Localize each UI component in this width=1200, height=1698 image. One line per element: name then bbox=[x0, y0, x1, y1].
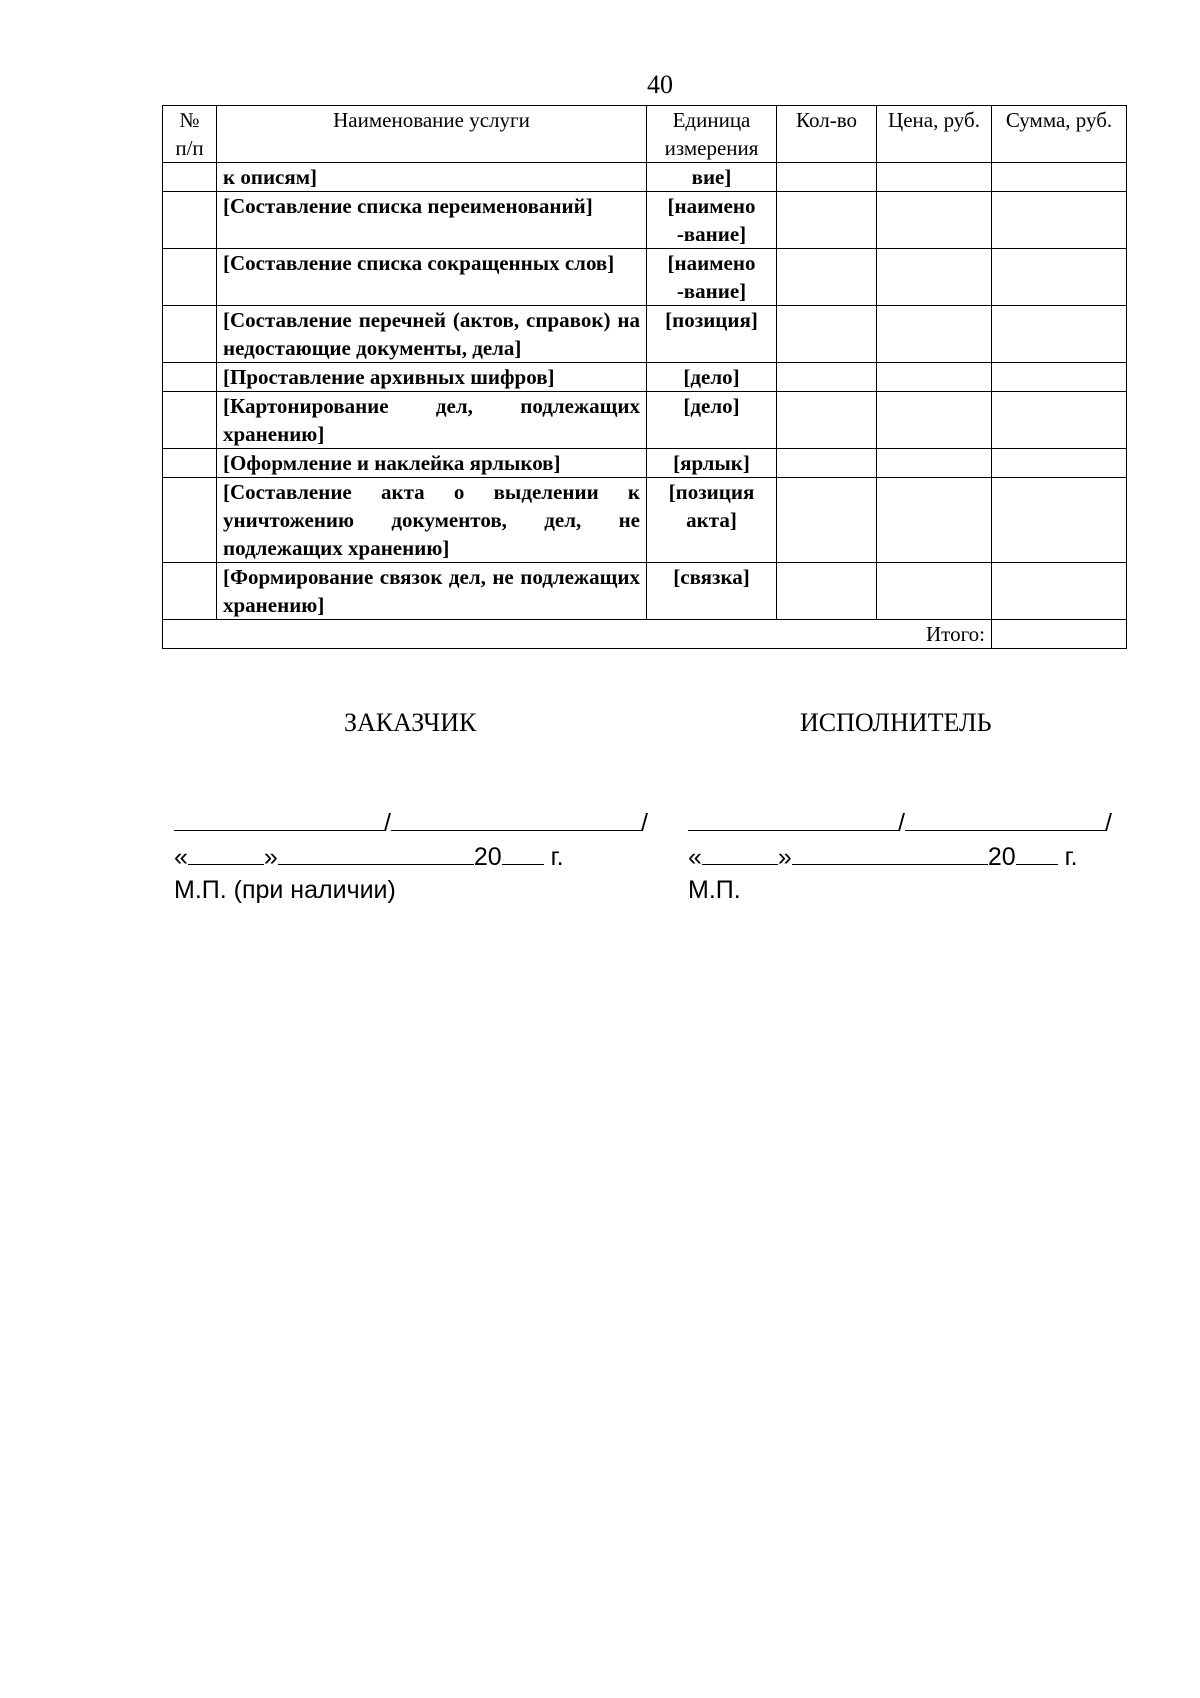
header-sum: Сумма, руб. bbox=[992, 106, 1127, 163]
cell-sum bbox=[992, 392, 1127, 449]
page-number: 40 bbox=[647, 70, 673, 99]
cell-qty bbox=[777, 192, 877, 249]
cell-sum bbox=[992, 363, 1127, 392]
cell-num bbox=[163, 478, 217, 563]
year-prefix: 20 bbox=[987, 843, 1016, 871]
header-unit: Единица измерения bbox=[647, 106, 777, 163]
cell-service-name: [Составление списка переименований] bbox=[217, 192, 647, 249]
year-suffix: г. bbox=[1064, 843, 1078, 871]
cell-service-name: [Проставление архивных шифров] bbox=[217, 363, 647, 392]
cell-qty bbox=[777, 563, 877, 620]
cell-price bbox=[877, 363, 992, 392]
cell-service-name: [Картонирование дел, подлежащих хранению] bbox=[217, 392, 647, 449]
table-row bbox=[163, 306, 1127, 363]
customer-signature-line bbox=[174, 808, 648, 838]
cell-sum bbox=[992, 563, 1127, 620]
contractor-year-blank bbox=[1016, 842, 1058, 865]
cell-num bbox=[163, 392, 217, 449]
contractor-month-blank bbox=[792, 842, 988, 865]
table-row bbox=[163, 192, 1127, 249]
cell-num bbox=[163, 192, 217, 249]
cell-num bbox=[163, 363, 217, 392]
cell-service-name: к описям] bbox=[217, 163, 647, 192]
cell-unit: [дело] bbox=[647, 363, 777, 392]
cell-qty bbox=[777, 363, 877, 392]
cell-sum bbox=[992, 163, 1127, 192]
cell-unit: вие] bbox=[647, 163, 777, 192]
total-label: Итого: bbox=[163, 620, 992, 649]
cell-qty bbox=[777, 478, 877, 563]
table-header-row bbox=[163, 106, 1127, 163]
cell-service-name: [Оформление и наклейка ярлыков] bbox=[217, 449, 647, 478]
cell-sum bbox=[992, 478, 1127, 563]
table-row bbox=[163, 163, 1127, 192]
contractor-stamp: М.П. bbox=[688, 876, 741, 904]
slash: / bbox=[1104, 809, 1112, 837]
cell-qty bbox=[777, 163, 877, 192]
header-num: № п/п bbox=[163, 106, 217, 163]
slash: / bbox=[384, 809, 391, 837]
cell-qty bbox=[777, 392, 877, 449]
table-row bbox=[163, 449, 1127, 478]
customer-signature-blank bbox=[174, 808, 384, 831]
cell-unit: [позиция] bbox=[647, 306, 777, 363]
header-name: Наименование услуги bbox=[217, 106, 647, 163]
contractor-date-line bbox=[688, 842, 1078, 872]
customer-day-blank bbox=[188, 842, 264, 865]
contractor-signature-line bbox=[688, 808, 1112, 838]
cell-price bbox=[877, 563, 992, 620]
cell-price bbox=[877, 478, 992, 563]
close-quote: » bbox=[777, 843, 792, 871]
customer-title: ЗАКАЗЧИК bbox=[344, 708, 477, 737]
cell-unit: [наимено -вание] bbox=[647, 192, 777, 249]
cell-service-name: [Составление перечней (актов, справок) на недостающие документы, дела] bbox=[217, 306, 647, 363]
cell-price bbox=[877, 163, 992, 192]
open-quote: « bbox=[688, 843, 702, 871]
cell-price bbox=[877, 449, 992, 478]
open-quote: « bbox=[174, 843, 188, 871]
services-table bbox=[162, 105, 1127, 649]
cell-unit: [наимено -вание] bbox=[647, 249, 777, 306]
customer-month-blank bbox=[278, 842, 474, 865]
cell-price bbox=[877, 306, 992, 363]
total-sum-cell bbox=[992, 620, 1127, 649]
cell-unit: [позиция акта] bbox=[647, 478, 777, 563]
cell-num bbox=[163, 249, 217, 306]
cell-service-name: [Формирование связок дел, не подлежащих хранению] bbox=[217, 563, 647, 620]
year-suffix: г. bbox=[550, 843, 564, 871]
header-qty: Кол-во bbox=[777, 106, 877, 163]
cell-qty bbox=[777, 306, 877, 363]
customer-stamp: М.П. (при наличии) bbox=[174, 876, 396, 904]
cell-sum bbox=[992, 306, 1127, 363]
cell-unit: [связка] bbox=[647, 563, 777, 620]
header-price: Цена, руб. bbox=[877, 106, 992, 163]
contractor-name-blank bbox=[905, 808, 1105, 831]
cell-num bbox=[163, 449, 217, 478]
cell-sum bbox=[992, 192, 1127, 249]
table-row bbox=[163, 392, 1127, 449]
cell-unit: [дело] bbox=[647, 392, 777, 449]
cell-price bbox=[877, 192, 992, 249]
total-row bbox=[163, 620, 1127, 649]
slash: / bbox=[640, 809, 648, 837]
cell-num bbox=[163, 563, 217, 620]
close-quote: » bbox=[263, 843, 278, 871]
cell-service-name: [Составление акта о выделении к уничтожению документов, дел, не подлежащих хранению] bbox=[217, 478, 647, 563]
cell-price bbox=[877, 392, 992, 449]
customer-year-blank bbox=[502, 842, 544, 865]
cell-num bbox=[163, 163, 217, 192]
year-prefix: 20 bbox=[473, 843, 502, 871]
slash: / bbox=[898, 809, 905, 837]
table-row bbox=[163, 563, 1127, 620]
cell-num bbox=[163, 306, 217, 363]
contractor-signature-blank bbox=[688, 808, 898, 831]
contractor-title: ИСПОЛНИТЕЛЬ bbox=[800, 708, 992, 737]
cell-qty bbox=[777, 249, 877, 306]
customer-name-blank bbox=[391, 808, 641, 831]
cell-unit: [ярлык] bbox=[647, 449, 777, 478]
cell-sum bbox=[992, 449, 1127, 478]
table-row bbox=[163, 478, 1127, 563]
customer-date-line bbox=[174, 842, 564, 872]
cell-price bbox=[877, 249, 992, 306]
table-row bbox=[163, 249, 1127, 306]
cell-service-name: [Составление списка сокращенных слов] bbox=[217, 249, 647, 306]
table-row bbox=[163, 363, 1127, 392]
cell-sum bbox=[992, 249, 1127, 306]
cell-qty bbox=[777, 449, 877, 478]
contractor-day-blank bbox=[702, 842, 778, 865]
